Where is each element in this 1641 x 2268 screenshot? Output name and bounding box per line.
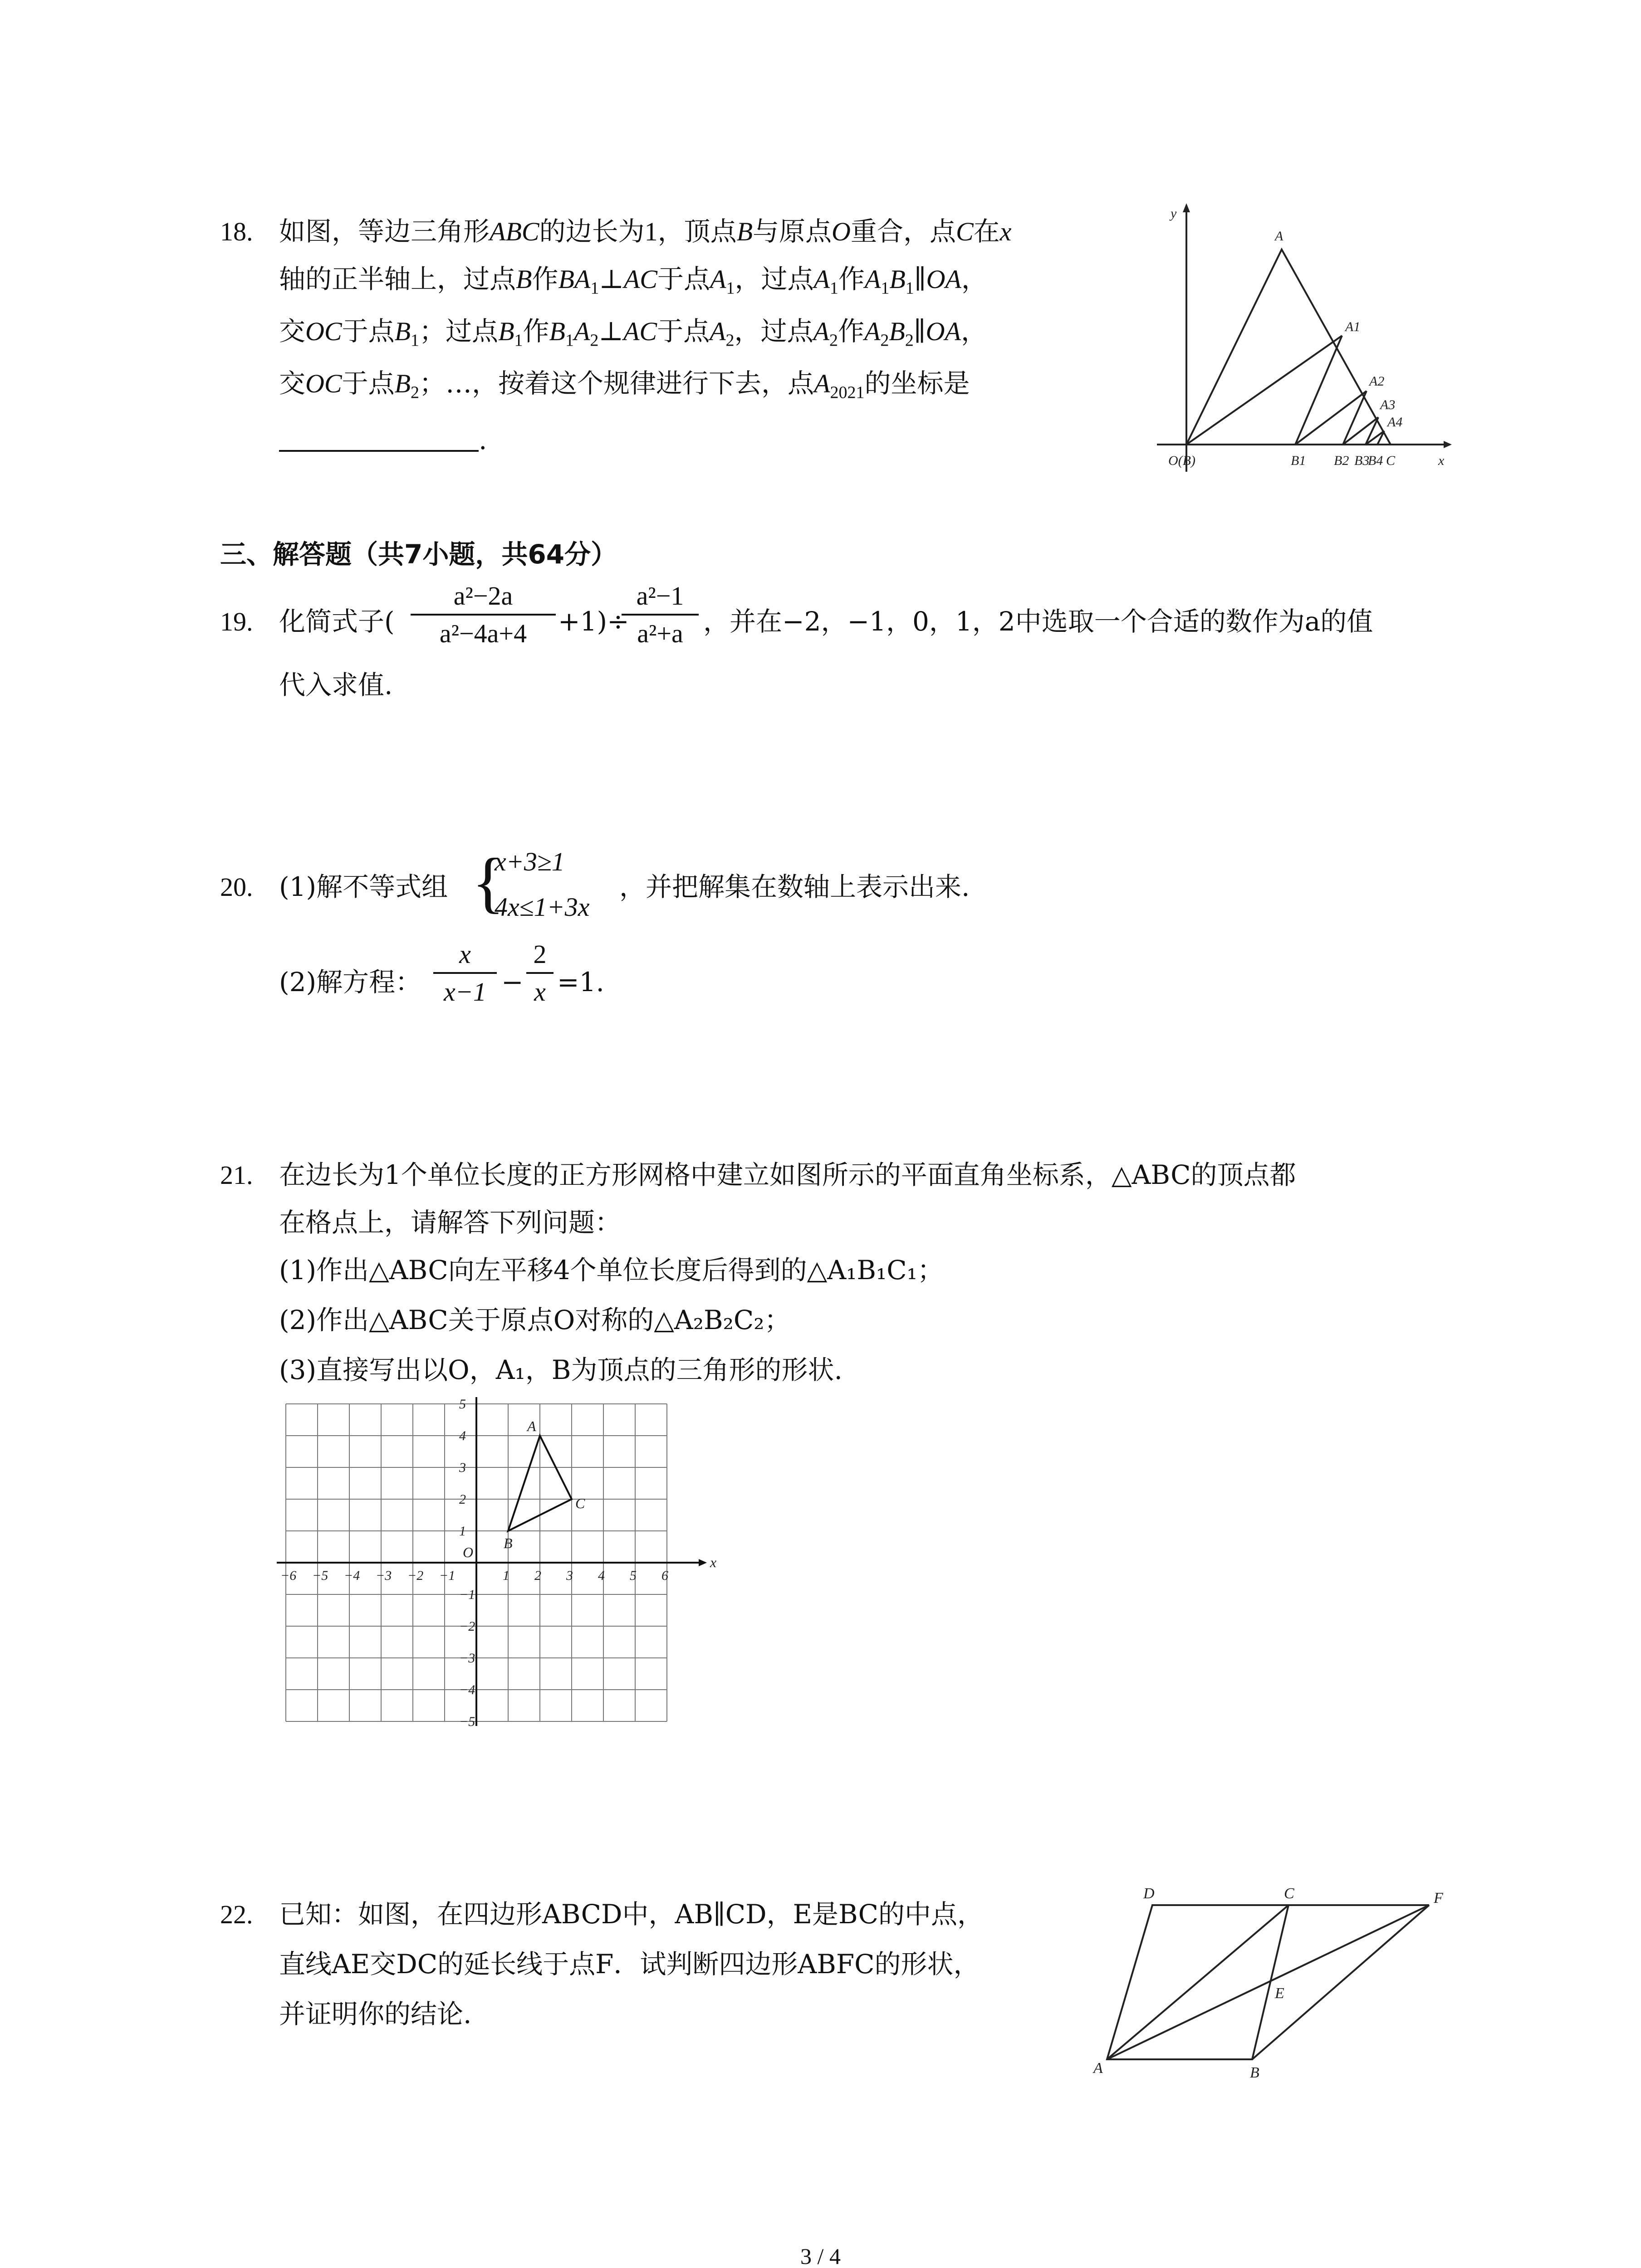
q21-p2: (2)作出△ABC关于原点O对称的△A₂B₂C₂；: [279, 1305, 791, 1335]
q18-line4: 交OC于点$B_2$；…，按着这个规律进行下去，点$A_{2021}$的坐标是: [279, 368, 970, 402]
label-a4: A4: [1387, 415, 1403, 430]
label-b2: B2: [1334, 453, 1349, 468]
answer-blank[interactable]: [279, 424, 479, 452]
q20-frac-a-num: x: [459, 939, 471, 969]
label-a1: A1: [1345, 319, 1361, 334]
origin-label: O: [463, 1544, 474, 1560]
q22-line2: 直线AE交DC的延长线于点F．试判断四边形ABFC的形状，: [279, 1949, 980, 1980]
label-a3: A3: [1380, 397, 1396, 412]
label-b1: B1: [1291, 453, 1306, 468]
seg-af: [1107, 1905, 1429, 2059]
q20-frac-b: [526, 939, 554, 1007]
label-e: E: [1275, 1985, 1284, 2002]
vertex-label-a: A: [527, 1418, 536, 1434]
seg-bf: [1252, 1905, 1429, 2059]
q19-frac2-num: a²−1: [636, 581, 684, 611]
seg-ac: [1107, 1905, 1288, 2059]
label-b: B: [1250, 2064, 1259, 2081]
y-tick-label: 4: [459, 1428, 466, 1443]
y-tick-label: −4: [459, 1682, 475, 1697]
label-y: y: [1171, 206, 1177, 221]
y-tick-label: −2: [459, 1619, 475, 1634]
section-title: 三、解答题（共7小题，共64分）: [220, 539, 617, 570]
page-number: 3 / 4: [800, 2244, 841, 2268]
q19-tail: ，并在−2，−1，0，1，2中选取一个合适的数作为a的值: [703, 606, 1373, 637]
x-axis-label: x: [710, 1554, 717, 1570]
label-x: x: [1438, 453, 1445, 468]
q21-line1: 在边长为1个单位长度的正方形网格中建立如图所示的平面直角坐标系，△ABC的顶点都: [279, 1159, 1296, 1190]
y-tick-label: 3: [459, 1460, 466, 1475]
q20-ineq2: 4x≤1+3x: [495, 892, 590, 922]
y-tick-label: −1: [459, 1587, 475, 1602]
q20-frac-b-num: 2: [533, 939, 547, 969]
y-tick-label: 1: [459, 1524, 466, 1539]
q19-plus-one: +1)÷: [558, 606, 629, 637]
x-tick-label: 5: [630, 1568, 637, 1583]
y-tick-label: −5: [459, 1714, 475, 1729]
label-c: C: [1284, 1885, 1294, 1902]
q20-part2-lead: (2)解方程：: [279, 967, 422, 997]
label-b3: B3: [1354, 453, 1370, 468]
q21-line2: 在格点上，请解答下列问题：: [279, 1207, 622, 1238]
label-a2: A2: [1369, 374, 1385, 389]
x-tick-label: −3: [376, 1568, 392, 1583]
q20-frac-b-den: x: [534, 977, 546, 1007]
q19-frac2: [622, 581, 699, 649]
vertex-label-c: C: [575, 1495, 585, 1511]
q20-frac-a: [433, 939, 497, 1007]
q22-number: 22.: [220, 1900, 253, 1929]
q18-line2: 轴的正半轴上，过点B作$BA_1\perp AC$于点$A_1$，过点$A_1$作$A_1B_1\parallel OA$，: [279, 264, 988, 298]
x-tick-label: 6: [661, 1568, 668, 1583]
triangle-abc: [1186, 249, 1391, 445]
q19-frac1-den: a²−4a+4: [439, 619, 527, 648]
q19-lead: 化简式子(: [279, 606, 395, 637]
q21-coordinate-grid: [277, 1397, 721, 1755]
y-tick-label: 2: [459, 1492, 466, 1507]
x-tick-label: −5: [312, 1568, 328, 1583]
x-tick-label: −6: [280, 1568, 297, 1583]
q22-line3: 并证明你的结论.: [279, 1999, 472, 2029]
label-ob: O(B): [1168, 453, 1195, 468]
label-d: D: [1143, 1885, 1155, 1902]
brace-icon: {: [472, 845, 505, 920]
label-c: C: [1386, 453, 1396, 468]
label-a: A: [1275, 229, 1283, 244]
q22-figure: [1080, 1878, 1452, 2096]
q18-figure: [1139, 200, 1456, 472]
x-tick-label: −2: [407, 1568, 424, 1583]
x-tick-label: 1: [503, 1568, 509, 1583]
q20-number: 20.: [220, 872, 253, 902]
q20-minus: −: [501, 967, 524, 997]
q19-frac1: [411, 581, 556, 649]
y-tick-label: 5: [459, 1397, 466, 1412]
q18-line1: 如图，等边三角形ABC的边长为1，顶点B与原点O重合，点C在x: [279, 216, 1012, 247]
x-tick-label: −1: [439, 1568, 456, 1583]
label-a: A: [1093, 2060, 1103, 2077]
q20-ineq1: x+3≥1: [495, 847, 565, 876]
x-tick-label: 4: [598, 1568, 605, 1583]
x-axis-arrow: [699, 1559, 707, 1566]
q20-frac-a-den: x−1: [444, 977, 486, 1007]
q18-line3: 交OC于点$B_1$；过点$B_1$作$B_1A_2\perp AC$于点$A_2$，过点$A_2$作$A_2B_2\parallel OA$，: [279, 316, 987, 350]
label-b4: B4: [1368, 453, 1383, 468]
q19-number: 19.: [220, 607, 253, 636]
q22-line1: 已知：如图，在四边形ABCD中，AB∥CD，E是BC的中点，: [279, 1899, 984, 1930]
q20-part1-lead: (1)解不等式组: [279, 871, 448, 902]
x-tick-label: −4: [344, 1568, 360, 1583]
q21-p3: (3)直接写出以O，A₁，B为顶点的三角形的形状.: [279, 1354, 843, 1385]
x-tick-label: 3: [566, 1568, 573, 1583]
vertex-label-b: B: [504, 1535, 513, 1551]
label-f: F: [1434, 1890, 1443, 1906]
q20-part1-tail: ，并把解集在数轴上表示出来.: [619, 871, 970, 902]
q19-frac2-den: a²+a: [637, 619, 683, 648]
q21-p1: (1)作出△ABC向左平移4个单位长度后得到的△A₁B₁C₁；: [279, 1255, 944, 1286]
q21-number: 21.: [220, 1160, 253, 1190]
x-tick-label: 2: [534, 1568, 541, 1583]
q19-frac1-num: a²−2a: [453, 581, 513, 611]
q18-number: 18.: [220, 217, 253, 246]
q18-answer-line: .: [279, 422, 487, 458]
q20-eq-tail: =1.: [557, 967, 604, 997]
y-tick-label: −3: [459, 1651, 475, 1666]
q19-line2: 代入求值.: [279, 670, 393, 700]
